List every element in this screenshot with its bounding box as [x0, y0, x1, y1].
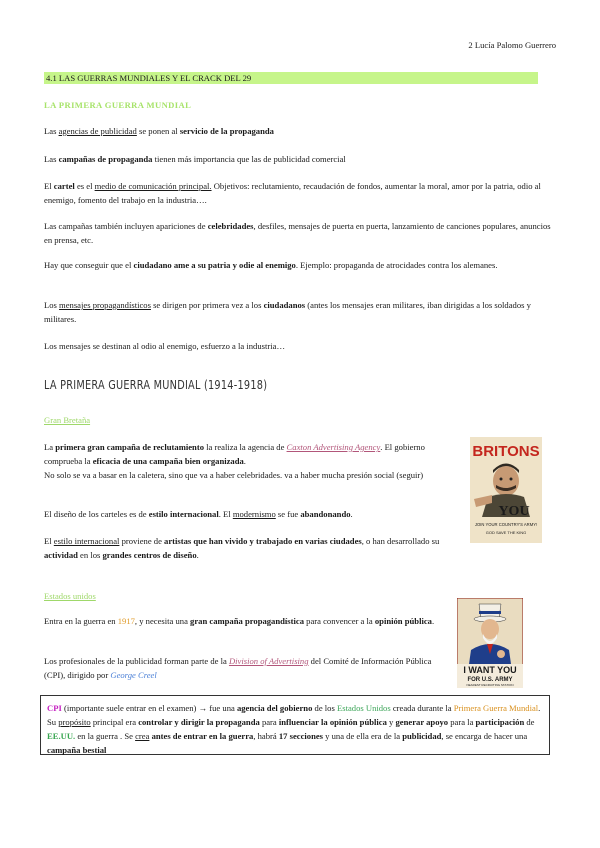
paragraph-celebridades: Las campañas también incluyen apariciones de celebridades, desfiles, mensajes de puerta en puerta, lanzamiento de canciones populares, anuncios en prensa, etc. [44, 221, 551, 245]
part1-heading: LA PRIMERA GUERRA MUNDIAL [44, 100, 192, 110]
paragraph-cartel: El cartel es el medio de comunicación principal. Objetivos: reclutamiento, recaudación de fondos, aumentar la moral, amor por la patria, odio al enemigo, fomento del trabajo en la industria…. [44, 181, 541, 205]
kitchener-poster-image [470, 437, 542, 543]
kitchener-poster-graphic [470, 437, 542, 543]
part2-title: LA PRIMERA GUERRA MUNDIAL (1914-1918) [44, 377, 268, 392]
paragraph-agencias: Las agencias de publicidad se ponen al servicio de la propaganda [44, 126, 274, 136]
subheading-gran-bretana: Gran Bretaña [44, 415, 91, 425]
poster-i-want-you-text: I WANT YOU [463, 665, 517, 675]
paragraph-entra-guerra: Entra en la guerra en 1917, y necesita una gran campaña propagandística para convencer a la opinión pública. [44, 616, 435, 626]
poster-recruiting-text: NEAREST RECRUITING STATION [466, 683, 514, 687]
paragraph-reclutamiento: La primera gran campaña de reclutamiento la realiza la agencia de Caxton Advertising Agency. El gobierno comprueba la eficacia de una campaña bien organizada. No solo se va a basar en la caletera, sino que va a haber celebridades. va a haber mucha presión social (seguir) [44, 442, 425, 480]
paragraph-profesionales: Los profesionales de la publicidad forman parte de la Division of Advertising del Comité de Información Pública (CPI), dirigido por George Creel [44, 656, 432, 680]
poster-god-save-text: GOD SAVE THE KING [485, 530, 527, 535]
cpi-note-box: CPI (importante suele entrar en el examen) → fue una agencia del gobierno de los Estados Unidos creada durante la Primera Guerra Mundial. Su propósito principal era controlar y dirigir la propaganda para influenciar la opinión pública y generar apoyo para la participación de EE.UU. en la guerra . Se crea antes de entrar en la guerra, habrá 17 secciones y una de ella era de la publicidad, se encarga de hacer una campaña bestial [40, 695, 550, 755]
poster-britons-text: BRITONS [472, 443, 540, 460]
uncle-sam-poster-graphic [457, 598, 523, 688]
author-header: 2 Lucía Palomo Guerrero [468, 40, 556, 50]
uncle-sam-poster-image [457, 598, 523, 688]
paragraph-diseno: El diseño de los carteles es de estilo internacional. El modernismo se fue abandonando. [44, 509, 353, 519]
division-advertising-link[interactable]: Division of Advertising [228, 656, 309, 666]
subheading-estados-unidos: Estados unidos [44, 591, 96, 601]
section-title: 4.1 LAS GUERRAS MUNDIALES Y EL CRACK DEL 29 [44, 72, 538, 84]
poster-you-text: YOU [498, 504, 530, 519]
caxton-link[interactable]: Caxton Advertising Agency [286, 442, 381, 452]
poster-join-text: JOIN YOUR COUNTRY'S ARMY! [474, 522, 538, 527]
paragraph-ciudadano: Hay que conseguir que el ciudadano ame a su patria y odie al enemigo. Ejemplo: propaganda de atrocidades contra los alemanes. [44, 260, 498, 270]
paragraph-mensajes: Los mensajes propagandísticos se dirigen por primera vez a los ciudadanos (antes los mensajes eran militares, iban dirigidas a los soldados y militares. [44, 300, 531, 324]
paragraph-campanas: Las campañas de propaganda tienen más importancia que las de publicidad comercial [44, 154, 346, 164]
paragraph-estilo: El estilo internacional proviene de artistas que han vivido y trabajado en varias ciudades, o han desarrollado su actividad en los grandes centros de diseño. [44, 536, 440, 560]
paragraph-odio: Los mensajes se destinan al odio al enemigo, esfuerzo a la industria… [44, 341, 286, 351]
poster-us-army-text: FOR U.S. ARMY [467, 677, 513, 683]
